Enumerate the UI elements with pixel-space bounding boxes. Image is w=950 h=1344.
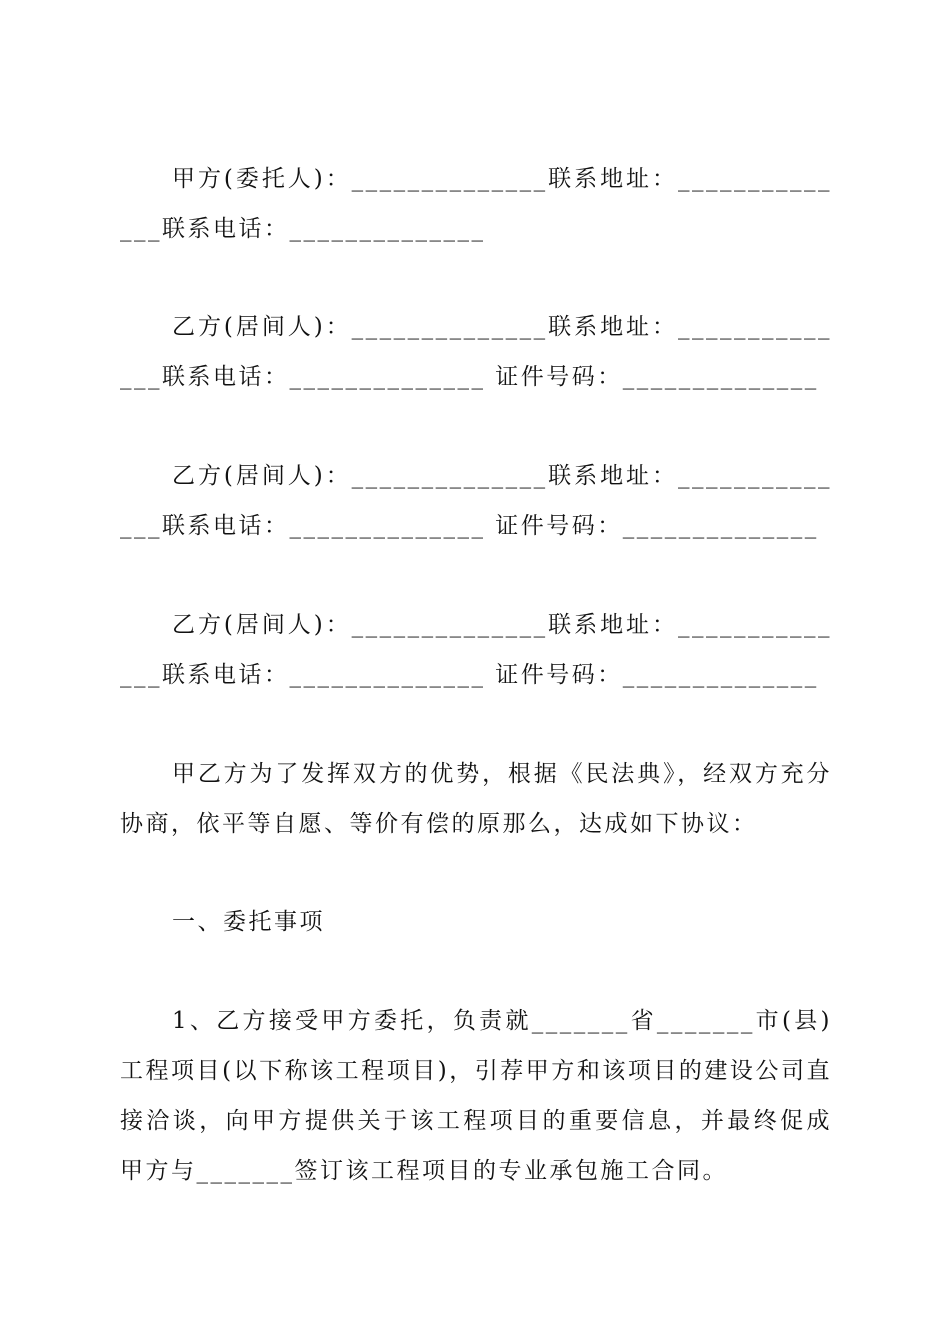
party-b-info-paragraph: 乙方(居间人)：______________联系地址：______________联系电话：______________ 证件号码：______________ bbox=[120, 314, 832, 390]
party-b-info-paragraph: 乙方(居间人)：______________联系地址：______________联系电话：______________ 证件号码：______________ bbox=[120, 612, 832, 688]
party-b-info-paragraph: 乙方(居间人)：______________联系地址：______________联系电话：______________ 证件号码：______________ bbox=[120, 463, 832, 539]
party-a-info-paragraph: 甲方(委托人)：______________联系地址：______________联系电话：______________ bbox=[120, 166, 832, 242]
agreement-preamble-paragraph: 甲乙方为了发挥双方的优势，根据《民法典》，经双方充分协商，依平等自愿、等价有偿的原那么，达成如下协议： bbox=[120, 761, 832, 837]
clause-paragraph: 1、乙方接受甲方委托，负责就_______省_______市(县) 工程项目(以下称该工程项目)，引荐甲方和该项目的建设公司直接洽谈，向甲方提供关于该工程项目的重要信息，并最终促成甲方与_______签订该工程项目的专业承包施工合同。 bbox=[120, 1008, 832, 1184]
section-heading: 一、委托事项 bbox=[172, 909, 325, 935]
